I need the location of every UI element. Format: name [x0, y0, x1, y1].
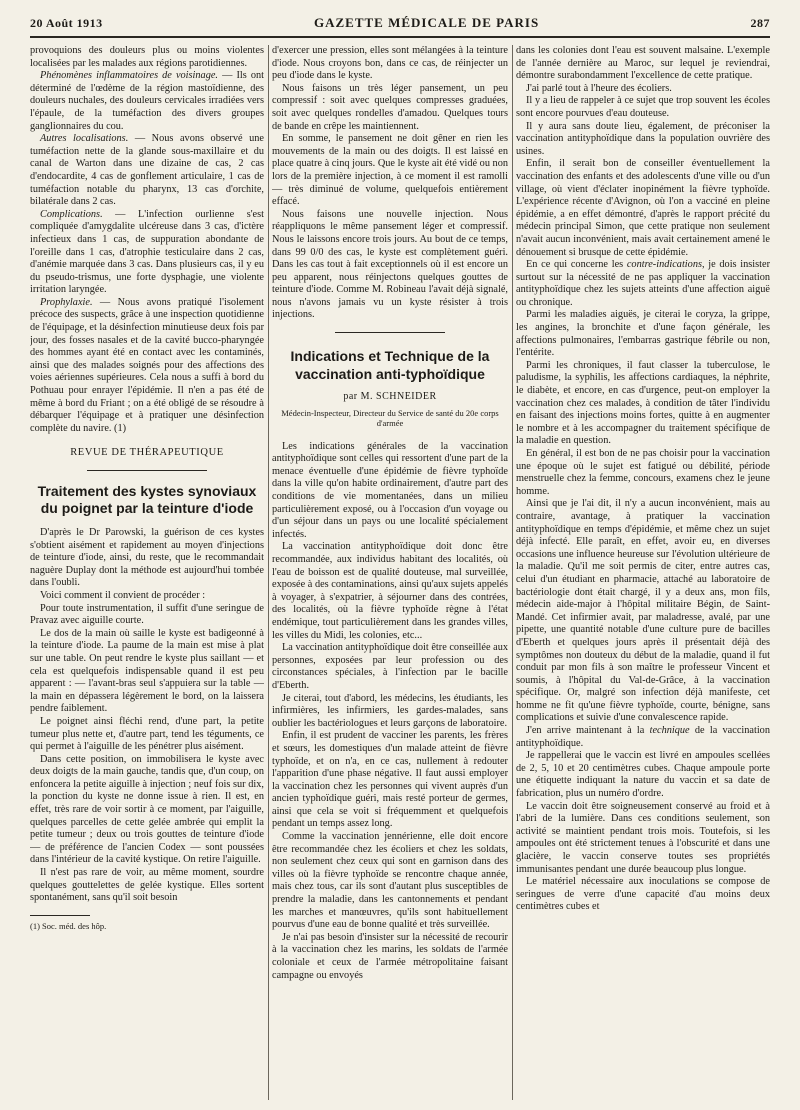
- paragraph-lead: Autres localisations.: [40, 133, 129, 145]
- paragraph: Il y aura sans doute lieu, également, de préconiser la vaccination antityphoïdique dans la population ouvrière des usines.: [516, 120, 770, 157]
- paragraph: [30, 133, 264, 209]
- paragraph: provoquions des douleurs plus ou moins violentes localisées par les malades aux régions parotidiennes.: [30, 45, 264, 69]
- column-divider: [268, 45, 269, 1100]
- column-left: [30, 45, 264, 1100]
- paragraph: d'exercer une pression, elles sont mélangées à la teinture d'iode. Nous croyons bon, dans ce cas, de réinjecter un peu d'iode dans le kyste.: [272, 45, 508, 82]
- paragraph-text: — Nous avons pratiqué l'isolement précoce des suspects, grâce à une inspection quotidienne de l'équipage, et la désinfection minutieuse deux fois par jour, des fosses nasales et de la cavité bucco-pharyngée des hommes ayant été en contact avec les contaminés, ainsi que des malades soignés pour des affections des voies aériennes supérieures. Cela nous a suffi à bord du Pothuau pour enrayer l'épidémie. Il n'en a pas été de même à bord du Friant ; on a été obligé de se résoudre à débarquer l'équipage et à pratiquer une désinfection complète du navire. (1): [30, 296, 264, 434]
- paragraph: Dans cette position, on immobilisera le kyste avec deux doigts de la main gauche, tandis que, d'un coup, on enfoncera la petite aiguille à injection ; neuf fois sur dix, la ponction du kyste ne donne issue à rien. Il est, en effet, très rare de voir sortir à ce moment, par l'aiguille, quelques parcelles de cette gelée ambrée qui emplit la petite tumeur ; deux ou trois gouttes de teinture d'iode — de préférence de l'ancien Codex — sont poussées dans l'intérieur de la cavité kystique. On retire l'aiguille.: [30, 753, 264, 866]
- paragraph: Je n'ai pas besoin d'insister sur la nécessité de recourir à la vaccination chez les marins, les soldats de l'armée coloniale et ceux de l'armée métropolitaine faisant campagne ou envoyés: [272, 931, 508, 981]
- column-divider: [512, 45, 513, 1100]
- paragraph: Nous faisons une nouvelle injection. Nous réappliquons le même pansement léger et compressif. Nous le laissons encore trois jours. Au bout de ce temps, dans 99 0/0 des cas, le kyste est complètement guéri. Dans les cas tout à fait exceptionnels où il est encore un peu apparent, nous réinjectons quelques gouttes de teinture d'iode. Comme M. Robineau l'avait déjà signalé, nous n'avons jamais vu un kyste résister à trois injections.: [272, 208, 508, 321]
- paragraph: Ainsi que je l'ai dit, il n'y a aucun inconvénient, mais au contraire, avantage, à pratiquer la vaccination antityphoïdique en temps d'épidémie, et même chez un sujet déjà infecté. Elle paraît, en effet, avoir eu, en diverses occasions une influence heureuse sur l'évolution ultérieure de la maladie. Qu'il me soit permis de citer, entre autres cas, celui d'un étudiant en pharmacie, attaché au laboratoire de bactériologie dont était chargé, il y a deux ans, mon fils, médecin aide-major à l'hôpital militaire Bégin, de Saint-Mandé. Cet infirmier avait, par maladresse, avalé, par une pipette, une quantité notable d'une culture pure de bacilles d'Eberth et quelques jours après il présentait déjà des symptômes non douteux du début de la maladie, quand il fut conduit par mon fils à son maître le professeur Vincent et soumis, à l'hôpital du Val-de-Grâce, à la vaccination spécifique. Or, malgré son infection déjà manifeste, cet homme ne fit qu'une fièvre typhoïde, courte, bénigne, sans complications et suivie d'une convalescence rapide.: [516, 498, 770, 724]
- paragraph: En général, il est bon de ne pas choisir pour la vaccination une époque où le sujet est fatigué ou débilité, période menstruelle chez la femme, concours, examens chez le jeune homme.: [516, 448, 770, 497]
- paragraph: D'après le Dr Parowski, la guérison de ces kystes s'obtient aisément et rapidement au moyen d'injections de teinture d'iode, ainsi, du reste, que le recommandait naguère Duplay dont la méthode est aujourd'hui tombée dans l'oubli.: [30, 527, 264, 589]
- paragraph: Il n'est pas rare de voir, au même moment, sourdre quelques gouttelettes de gelée kystique. Elles sortent spontanément, sans qu'il soit besoin: [30, 867, 264, 904]
- paragraph: Voici comment il convient de procéder :: [40, 589, 206, 601]
- journal-title: GAZETTE MÉDICALE DE PARIS: [313, 15, 540, 30]
- paragraph: La vaccination antityphoïdique doit être conseillée aux personnes, exposées par leur profession ou des circonstances spéciales, à l'infection par le bacille d'Eberth.: [272, 642, 508, 691]
- paragraph: [30, 70, 264, 133]
- section-rule: [335, 332, 445, 333]
- paragraph: Nous faisons un très léger pansement, un peu compressif : soit avec quelques compresses graduées, soit avec quelques rondelles d'amadou. Quelques tours de bande en crêpe les maintiennent.: [272, 82, 508, 132]
- paragraph: J'ai parlé tout à l'heure des écoliers.: [526, 82, 672, 94]
- paragraph: [30, 209, 264, 297]
- paragraph: Je rappellerai que le vaccin est livré en ampoules scellées de 2, 5, 10 et 20 centimètres cubes. Chaque ampoule porte une étiquette indiquant la nature du vaccin et sa date de fabrication, plus un numéro d'ordre.: [516, 750, 770, 800]
- paragraph-text: — Nous avons observé une tuméfaction nette de la glande sous-maxillaire et du canal de Warton dans une dizaine de cas, 2 cas d'endocardite, 4 cas de gonflement articulaire, 1 cas de tuméfaction notable du pharynx, 13 cas d'orchite, bilatérale dans 2 cas.: [30, 133, 264, 208]
- issue-date: 20 Août 1913: [30, 15, 103, 30]
- paragraph: Il y a lieu de rappeler à ce sujet que trop souvent les écoles sont encore pourvues d'eau douteuse.: [516, 95, 770, 119]
- paragraph: dans les colonies dont l'eau est souvent malsaine. L'exemple de l'année dernière au Maroc, sur lequel je reviendrai, démontre surabondamment l'excellence de cette pratique.: [516, 45, 770, 82]
- column-right: [516, 45, 770, 1100]
- article-title: Traitement des kystes synoviaux du poignet par la teinture d'iode: [37, 483, 257, 516]
- page-number: 287: [750, 15, 770, 30]
- paragraph: Enfin, il serait bon de conseiller éventuellement la vaccination des enfants et des adolescents d'une ville ou d'un village, où vient d'éclater inopinément la fièvre typhoïde. L'expérience récente d'Avignon, où l'on a vacciné en pleine épidémie, a en effet démontré, d'après le rapport précité du médecin principal Simon, que cette pratique non seulement n'avait aucun inconvénient, mais avait certainement amené le dénouement si brusque de cette épidémie.: [516, 158, 770, 258]
- paragraph: Je citerai, tout d'abord, les médecins, les étudiants, les infirmières, les infirmiers, les gardes-malades, sans oublier les bactériologues et leurs garçons de laboratoire.: [272, 692, 508, 729]
- emphasis: technique: [649, 725, 690, 737]
- paragraph: Parmi les chroniques, il faut classer la tuberculose, le paludisme, la syphilis, les affections cardiaques, la néphrite, le diabète, et encore, en cas d'urgence, peut-on employer la vaccination chez ces malades, à condition de tâter l'individu en faisant des injections moins fortes, quitte à en augmenter le nombre et à les accompagner du traitement spécifique de la maladie en question.: [516, 359, 770, 447]
- section-heading: REVUE DE THÉRAPEUTIQUE: [70, 447, 224, 459]
- author-byline: par M. SCHNEIDER: [343, 391, 437, 403]
- paragraph-text: J'en arrive maintenant à la: [526, 725, 650, 737]
- emphasis: contre-indications: [626, 259, 702, 271]
- paragraph: [516, 725, 770, 750]
- section-rule: [87, 470, 207, 471]
- paragraph: Le vaccin doit être soigneusement conservé au froid et à l'abri de la lumière. Dans ces conditions seulement, son activité se maintient pendant trois mois. Toutefois, si les ampoules ont été strictement tenues à l'obscurité et dans une glacière, le vaccin conserve toutes ses propriétés immunisantes pendant une durée beaucoup plus longue.: [516, 800, 770, 875]
- paragraph: La vaccination antityphoïdique doit donc être recommandée, aux individus habitant des localités, où l'eau de boisson est de qualité douteuse, mal surveillée, exposée à des contaminations, ainsi qu'aux sujets appelés à voyager, à s'expatrier, à séjourner dans des contrées, des localités, où la fièvre typhoïde règne à l'état endémique, tout particulièrement dans les grandes villes, les villes du Midi, les colonies, etc...: [272, 541, 508, 641]
- page-header: [30, 10, 770, 38]
- paragraph: Comme la vaccination jennérienne, elle doit encore être recommandée chez les écoliers et chez les soldats, non seulement chez ceux qui sont en garnison dans des villes où la fièvre typhoïde se rencontre chaque année, mais chez tous, car ils sont d'autant plus susceptibles de prendre la maladie, dans les cantonnements et pendant les marches et manœuvres, qu'ils sont habituellement pourvus d'une eau de bonne qualité et très surveillée.: [272, 831, 508, 931]
- author-affiliation: Médecin-Inspecteur, Directeur du Service de santé du 20e corps d'armée: [281, 407, 499, 429]
- paragraph: Le poignet ainsi fléchi rend, d'une part, la petite tumeur plus nette et, d'autre part, tend les téguments, ce qui permet à l'aiguille de les pénétrer plus aisément.: [30, 715, 264, 753]
- paragraph: En somme, le pansement ne doit gêner en rien les mouvements de la main ou des doigts. Il est laissé en place quatre à cinq jours. Que le kyste ait été vidé ou non lors de la première injection, à ce moment il est ramolli — très diminué de volume, quelquefois entièrement effacé.: [272, 133, 508, 208]
- paragraph-text: — L'infection ourlienne s'est compliquée d'amygdalite ulcéreuse dans 3 cas, d'ictère infectieux dans 1 cas, de suppuration abondante de l'oreille dans 1 cas, d'atrophie testiculaire dans 2 cas, d'anémie marquée dans 3 cas. Dans plusieurs cas, il y eu du pseudo-trismus, une forte dysphagie, une violente irritation laryngée.: [30, 208, 264, 296]
- paragraph: Les indications générales de la vaccination antityphoïdique sont celles qui ressortent d'une part de la menace éventuelle d'une épidémie de fièvre typhoïde dans la ville qu'on habite ordinairement, d'autre part des conditions de vie momentanées, dans un milieu particulièrement exposé, ou à l'occasion d'un voyage ou d'un séjour dans un pays ou une localité spécialement infectés.: [272, 440, 508, 540]
- footnote-rule: [30, 915, 90, 916]
- paragraph: Pour toute instrumentation, il suffit d'une seringue de Pravaz avec aiguille courte.: [30, 602, 264, 627]
- paragraph-lead: Complications.: [40, 208, 103, 220]
- paragraph-lead: Prophylaxie.: [40, 296, 93, 308]
- article-title: Indications et Technique de la vaccination anti-typhoïdique: [290, 348, 490, 383]
- column-middle: [272, 45, 508, 1100]
- paragraph: [30, 297, 264, 436]
- footnote: (1) Soc. méd. des hôp.: [30, 920, 107, 931]
- paragraph: Le matériel nécessaire aux inoculations se compose de seringues de verre d'une capacité d'au moins deux centimètres cubes et: [516, 876, 770, 913]
- paragraph: Enfin, il est prudent de vacciner les parents, les frères et sœurs, les domestiques d'un malade atteint de fièvre typhoïde, et on n'a, en ce cas, nullement à redouter l'apparition d'une phase négative. Il faut aussi employer la vaccination chez les personnes qui vivent auprès d'un ancien typhoïdique guéri, mais resté porteur de germes, ainsi que cela se voit si fréquemment et quelquefois pendant un temps assez long.: [272, 730, 508, 830]
- paragraph-text: , je dois insister surtout sur la nécessité de ne pas appliquer la vaccination antityphoïdique chez les sujets atteints d'une affection aiguë ou chronique.: [516, 259, 770, 308]
- paragraph-text: de la vaccination antityphoïdique.: [516, 725, 770, 749]
- paragraph-text: En ce qui concerne les: [526, 259, 627, 271]
- paragraph-text: — Ils ont déterminé de l'œdème de la région mastoïdienne, des douleurs nuchales, des douleurs cervicales irradiées vers l'épaule, de la tuméfaction des divers groupes ganglionnaires du cou.: [30, 70, 264, 132]
- paragraph: Parmi les maladies aiguës, je citerai le coryza, la grippe, les angines, la bronchite et d'une façon générale, les affections pulmonaires, l'embarras gastrique fébrile ou non, l'entérite.: [516, 309, 770, 359]
- paragraph: [516, 259, 770, 309]
- paragraph-lead: Phénomènes inflammatoires de voisinage.: [40, 70, 218, 82]
- paragraph: Le dos de la main où saille le kyste est badigeonné à la teinture d'iode. La paume de la main est mise à plat sur une table. On peut rendre le kyste plus saillant — et cela est quelquefois indispensable quand il est peu apparent : — l'avant-bras seul s'appuiera sur la table — la main en dépassera légèrement le bord, on la laissera pendre faiblement.: [30, 627, 264, 715]
